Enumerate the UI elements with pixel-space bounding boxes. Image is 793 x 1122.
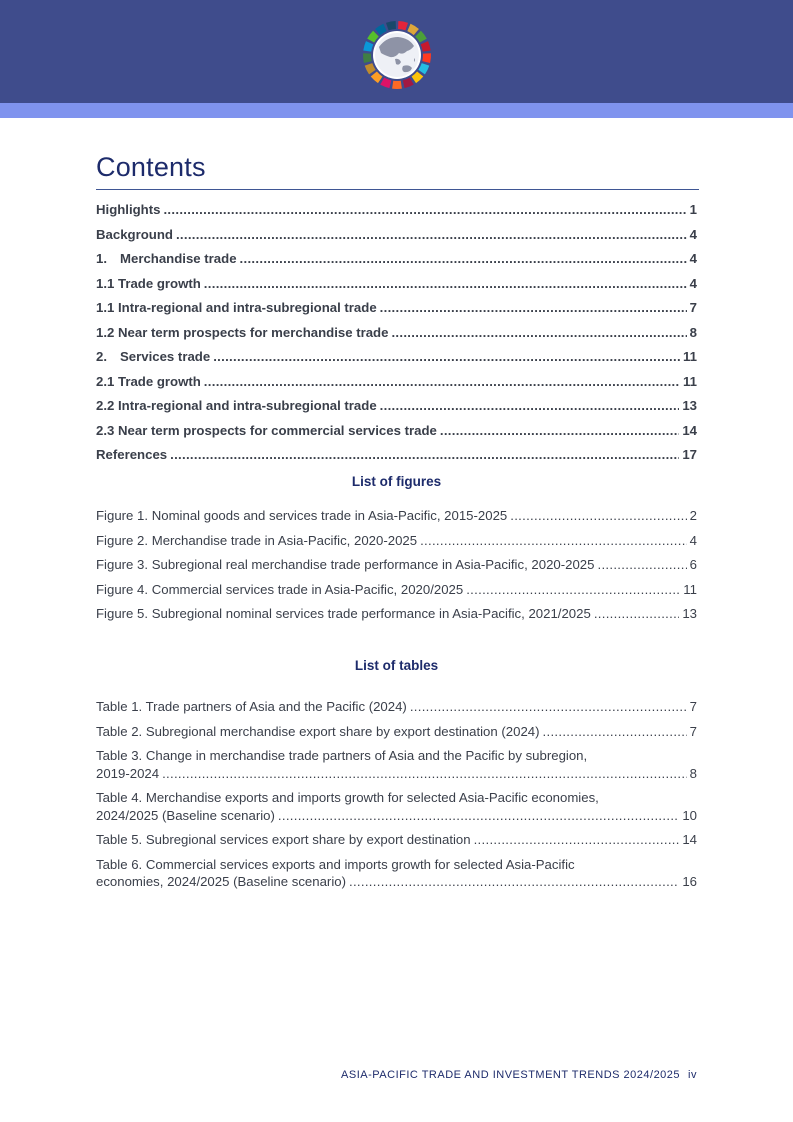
figure-entry-label: Figure 4. Commercial services trade in Asia-Pacific, 2020/2025 bbox=[96, 581, 464, 597]
dot-leader bbox=[380, 398, 680, 413]
list-of-tables bbox=[96, 698, 697, 898]
sdg-wheel-segment bbox=[386, 21, 396, 30]
table-entry-line2-row bbox=[96, 765, 697, 783]
dot-leader bbox=[204, 374, 680, 389]
dot-leader bbox=[240, 251, 687, 266]
dot-leader bbox=[466, 582, 680, 597]
header-stripe bbox=[0, 103, 793, 118]
figure-entry-page: 4 bbox=[689, 532, 697, 548]
table-of-contents bbox=[96, 202, 697, 472]
sdg-wheel-segment bbox=[363, 41, 373, 52]
sdg-wheel-segment bbox=[367, 31, 379, 43]
sdg-wheel-segment bbox=[365, 63, 376, 74]
table-entry-page: 7 bbox=[689, 723, 697, 739]
dot-leader bbox=[163, 202, 686, 217]
figure-entry-page: 13 bbox=[682, 606, 697, 621]
dot-leader bbox=[597, 557, 686, 572]
table-entry[interactable] bbox=[96, 856, 697, 891]
toc-entry-label: 1.2 Near term prospects for merchandise trade bbox=[96, 324, 389, 340]
toc-entry-label: Background bbox=[96, 226, 173, 242]
toc-entry-page: 11 bbox=[683, 373, 697, 389]
list-of-tables-heading: List of tables bbox=[354, 658, 439, 673]
dot-leader bbox=[170, 447, 679, 462]
sdg-wheel-segment bbox=[371, 71, 383, 83]
toc-entry-label: Highlights bbox=[96, 202, 161, 217]
figure-entry[interactable] bbox=[96, 533, 697, 558]
toc-entry-page: 17 bbox=[682, 447, 697, 462]
figure-entry[interactable] bbox=[96, 606, 697, 631]
toc-entry-page: 4 bbox=[689, 275, 697, 291]
dot-leader bbox=[380, 300, 687, 315]
toc-entry-label: 1.1 Trade growth bbox=[96, 275, 201, 291]
sdg-wheel-segment bbox=[421, 41, 431, 52]
toc-entry-label: References bbox=[96, 447, 168, 462]
dot-leader bbox=[349, 873, 679, 891]
table-entry-label-line2: 2019-2024 bbox=[96, 765, 160, 781]
toc-entry-label: 1.1 Intra-regional and intra-subregional trade bbox=[96, 300, 377, 315]
dot-leader bbox=[594, 606, 680, 621]
table-entry-page: 8 bbox=[689, 765, 697, 781]
table-entry-page: 7 bbox=[689, 699, 697, 714]
table-entry-label-line1: Table 3. Change in merchandise trade partners of Asia and the Pacific by subregion, bbox=[96, 748, 588, 763]
toc-entry[interactable] bbox=[96, 349, 697, 374]
toc-entry-page: 7 bbox=[689, 300, 697, 315]
dot-leader bbox=[162, 765, 687, 783]
table-entry-page: 16 bbox=[682, 874, 697, 889]
figure-entry-label: Figure 3. Subregional real merchandise trade performance in Asia-Pacific, 2020-2025 bbox=[96, 557, 595, 572]
table-entry-page: 10 bbox=[682, 807, 697, 823]
toc-entry[interactable] bbox=[96, 447, 697, 472]
figure-entry-label: Figure 2. Merchandise trade in Asia-Pacific, 2020-2025 bbox=[96, 532, 418, 548]
page-title: Contents bbox=[96, 152, 206, 182]
sdg-wheel-segment bbox=[363, 53, 372, 63]
toc-entry-label: Services trade bbox=[120, 349, 211, 364]
figure-entry[interactable] bbox=[96, 557, 697, 582]
toc-entry-page: 4 bbox=[689, 226, 697, 242]
toc-entry-page: 13 bbox=[682, 398, 697, 413]
sdg-wheel-segment bbox=[380, 78, 391, 89]
dot-leader bbox=[474, 831, 680, 849]
table-entry-label: Table 5. Subregional services export share by export destination bbox=[96, 832, 471, 847]
toc-entry[interactable] bbox=[96, 398, 697, 423]
figure-entry-page: 11 bbox=[683, 581, 697, 597]
title-rule bbox=[96, 189, 699, 190]
dot-leader bbox=[278, 807, 679, 825]
table-entry-label-line1: Table 4. Merchandise exports and imports growth for selected Asia-Pacific economies, bbox=[96, 790, 599, 805]
sdg-globe-wheel-logo bbox=[362, 20, 432, 90]
figure-entry-page: 2 bbox=[689, 508, 697, 523]
dot-leader bbox=[213, 349, 680, 364]
dot-leader bbox=[510, 508, 686, 523]
toc-entry[interactable] bbox=[96, 276, 697, 301]
toc-entry-page: 4 bbox=[689, 251, 697, 266]
dot-leader bbox=[420, 533, 687, 548]
sdg-wheel-segment bbox=[422, 53, 431, 63]
dot-leader bbox=[440, 423, 679, 438]
toc-entry[interactable] bbox=[96, 374, 697, 399]
figure-entry-label: Figure 5. Subregional nominal services trade performance in Asia-Pacific, 2021/2025 bbox=[96, 606, 591, 621]
table-entry-line2-row bbox=[96, 807, 697, 825]
toc-entry[interactable] bbox=[96, 227, 697, 252]
toc-entry-label: Merchandise trade bbox=[120, 251, 237, 266]
toc-entry-number: 2. bbox=[96, 349, 107, 364]
sdg-wheel-segment bbox=[392, 81, 402, 89]
toc-entry-page: 8 bbox=[689, 324, 697, 340]
sdg-wheel-segment bbox=[412, 71, 424, 83]
toc-entry-label: 2.2 Intra-regional and intra-subregional trade bbox=[96, 398, 377, 413]
sdg-wheel-segment bbox=[407, 24, 419, 35]
table-entry-label-line2: economies, 2024/2025 (Baseline scenario) bbox=[96, 874, 346, 889]
toc-entry[interactable] bbox=[96, 325, 697, 350]
page-number: iv bbox=[688, 1069, 697, 1081]
toc-entry-label: 2.3 Near term prospects for commercial services trade bbox=[96, 422, 437, 438]
page-footer bbox=[341, 1069, 697, 1081]
dot-leader bbox=[391, 325, 686, 340]
toc-entry-page: 11 bbox=[683, 349, 697, 364]
toc-entry-label: 2.1 Trade growth bbox=[96, 373, 201, 389]
table-entry[interactable] bbox=[96, 698, 697, 716]
table-entry[interactable] bbox=[96, 789, 697, 824]
figure-entry[interactable] bbox=[96, 508, 697, 533]
toc-entry-number: 1. bbox=[96, 251, 107, 266]
table-entry-label: Table 1. Trade partners of Asia and the Pacific (2024) bbox=[96, 699, 407, 714]
sdg-wheel-segment bbox=[418, 63, 429, 74]
running-title: ASIA-PACIFIC TRADE AND INVESTMENT TRENDS 2024/2025 bbox=[341, 1069, 681, 1081]
table-entry[interactable] bbox=[96, 723, 697, 741]
sdg-wheel-segment bbox=[375, 24, 387, 35]
toc-entry-page: 14 bbox=[682, 422, 697, 438]
sdg-wheel-segment bbox=[398, 21, 408, 30]
list-of-figures bbox=[96, 508, 697, 631]
sdg-wheel-segment bbox=[415, 31, 427, 43]
figure-entry-page: 6 bbox=[689, 557, 697, 572]
dot-leader bbox=[543, 723, 687, 741]
table-entry[interactable] bbox=[96, 831, 697, 849]
dot-leader bbox=[176, 227, 687, 242]
figure-entry-label: Figure 1. Nominal goods and services trade in Asia-Pacific, 2015-2025 bbox=[96, 508, 508, 523]
toc-entry[interactable] bbox=[96, 251, 697, 276]
dot-leader bbox=[204, 276, 687, 291]
dot-leader bbox=[410, 698, 687, 716]
toc-entry-page: 1 bbox=[689, 202, 697, 217]
figure-entry[interactable] bbox=[96, 582, 697, 607]
toc-entry[interactable] bbox=[96, 300, 697, 325]
table-entry[interactable] bbox=[96, 747, 697, 782]
toc-entry[interactable] bbox=[96, 202, 697, 227]
table-entry-page: 14 bbox=[682, 832, 697, 847]
table-entry-label-line2: 2024/2025 (Baseline scenario) bbox=[96, 807, 275, 823]
table-entry-line2-row bbox=[96, 873, 697, 891]
sdg-wheel-segment bbox=[403, 78, 414, 89]
table-entry-label-line1: Table 6. Commercial services exports and imports growth for selected Asia-Pacific bbox=[96, 856, 575, 872]
list-of-figures-heading: List of figures bbox=[351, 474, 442, 489]
table-entry-label: Table 2. Subregional merchandise export share by export destination (2024) bbox=[96, 723, 540, 739]
toc-entry[interactable] bbox=[96, 423, 697, 448]
